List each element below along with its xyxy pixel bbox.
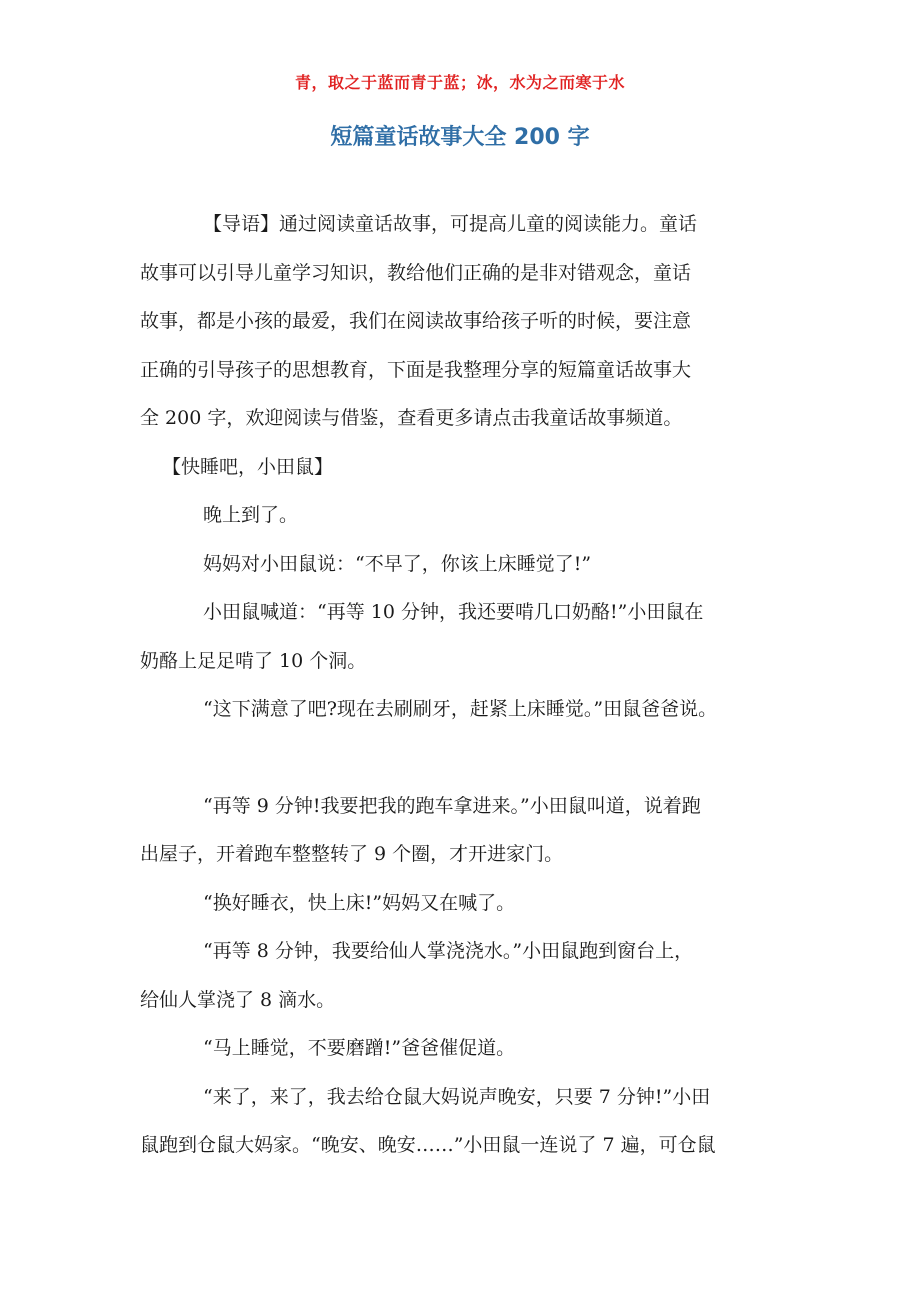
story-line: “再等 9 分钟!我要把我的跑车拿进来。”小田鼠叫道，说着跑: [203, 794, 701, 817]
story-paragraph: [140, 927, 790, 1024]
story-paragraph: [140, 1073, 790, 1170]
intro-line: 故事，都是小孩的最爱，我们在阅读故事给孩子听的时候，要注意: [140, 310, 692, 332]
story-line: 奶酪上足足啃了 10 个洞。: [140, 649, 367, 672]
story-paragraph: [140, 540, 790, 589]
blank-line: [140, 734, 790, 782]
intro-line: 故事可以引导儿童学习知识，教给他们正确的是非对错观念，童话: [140, 261, 692, 284]
intro-paragraph: [140, 200, 790, 443]
story-heading-text: 【快睡吧，小田鼠】: [162, 455, 334, 478]
story-paragraph: [140, 588, 790, 685]
story-paragraph: [140, 491, 790, 540]
story-line: 给仙人掌浇了 8 滴水。: [140, 988, 336, 1011]
intro-line: 全 200 字，欢迎阅读与借鉴，查看更多请点击我童话故事频道。: [140, 407, 683, 429]
story-paragraph: [140, 879, 790, 928]
story-line: “这下满意了吧?现在去刷刷牙，赶紧上床睡觉。”田鼠爸爸说。: [203, 698, 718, 720]
story-line: “来了，来了，我去给仓鼠大妈说声晚安，只要 7 分钟!”小田: [203, 1085, 711, 1108]
intro-line: 正确的引导孩子的思想教育，下面是我整理分享的短篇童话故事大: [140, 358, 692, 381]
story-line: 晚上到了。: [203, 504, 299, 526]
story-line: 妈妈对小田鼠说：“不早了，你该上床睡觉了!”: [203, 552, 592, 575]
story-line: 出屋子，开着跑车整整转了 9 个圈，才开进家门。: [140, 843, 564, 865]
story-line: “再等 8 分钟，我要给仙人掌浇浇水。”小田鼠跑到窗台上，: [203, 940, 694, 962]
story-paragraph: [140, 1024, 790, 1073]
intro-line: 【导语】通过阅读童话故事，可提高儿童的阅读能力。童话: [203, 213, 698, 235]
story-line: 鼠跑到仓鼠大妈家。“晚安、晚安……”小田鼠一连说了 7 遍，可仓鼠: [140, 1134, 716, 1156]
story-line: “马上睡觉，不要磨蹭!”爸爸催促道。: [203, 1037, 516, 1059]
story-line: “换好睡衣，快上床!”妈妈又在喊了。: [203, 891, 516, 914]
story-line: 小田鼠喊道：“再等 10 分钟，我还要啃几口奶酪!”小田鼠在: [203, 601, 704, 623]
article-body: [140, 200, 790, 1170]
page-title: 短篇童话故事大全 200 字: [330, 125, 590, 150]
story-paragraph: [140, 685, 790, 734]
story-paragraph: [140, 782, 790, 879]
story-heading: [140, 443, 790, 492]
header-motto: 青，取之于蓝而青于蓝；冰，水为之而寒于水: [294, 73, 625, 92]
